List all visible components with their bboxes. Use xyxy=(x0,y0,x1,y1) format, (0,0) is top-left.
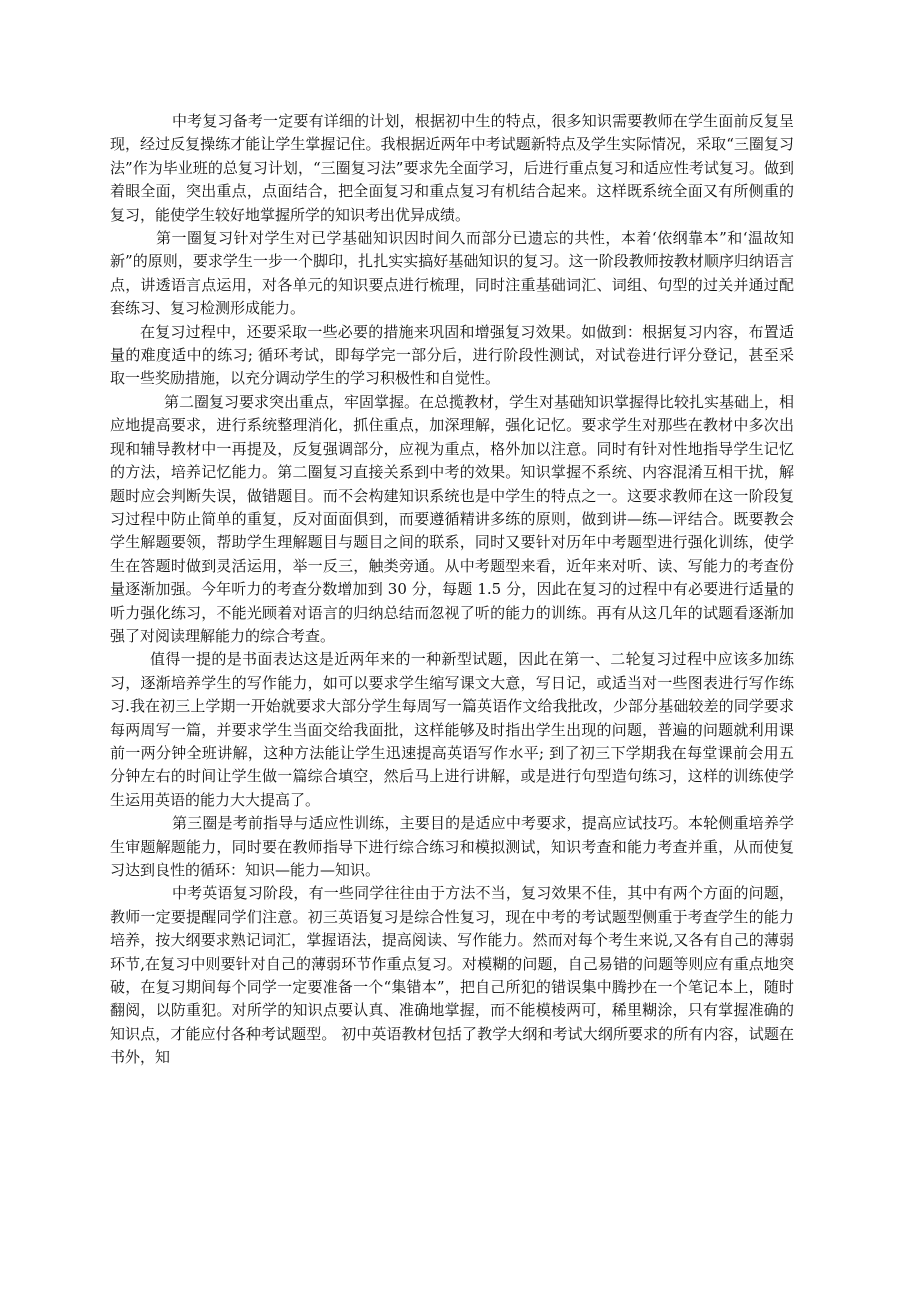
paragraph-first-round: 第一圈复习针对学生对已学基础知识因时间久而部分已遗忘的共性，本着‘依纲靠本”和‘温故知新”的原则，要求学生一步一个脚印，扎扎实实搞好基础知识的复习。这一阶段教师按教材顺序归纳语言点，讲透语言点运用，对各单元的知识要点进行梳理，同时注重基础词汇、词组、句型的过关并通过配套练习、复习检测形成能力。 xyxy=(110,229,794,318)
paragraph-second-round: 第二圈复习要求突出重点，牢固掌握。在总揽教材，学生对基础知识掌握得比较扎实基础上，相应地提高要求，进行系统整理消化，抓住重点，加深理解，强化记忆。要求学生对那些在教材中多次出现和辅导教材中一再提及，反复强调部分，应视为重点，格外加以注意。同时有针对性地指导学生记忆的方法，培养记忆能力。第二圈复习直接关系到中考的效果。知识掌握不系统、内容混淆互相干扰，解题时应会判断失误，做错题目。而不会构建知识系统也是中学生的特点之一。这要求教师在这一阶段复习过程中防止简单的重复，反对面面俱到，而要遵循精讲多练的原则，做到讲—练—评结合。既要教会学生解题要领，帮助学生理解题目与题目之间的联系，同时又要针对历年中考题型进行强化训练，使学生在答题时做到灵活运用，举一反三，触类旁通。从中考题型来看，近年来对听、读、写能力的考查份量逐渐加强。今年听力的考查分数增加到 30 分，每题 1.5 分，因此在复习的过程中有必要进行适量的听力强化练习，不能光顾着对语言的归纳总结而忽视了听的能力的训练。再有从这几年的试题看逐渐加强了对阅读理解能力的综合考查。 xyxy=(110,392,795,645)
paragraph-review-measures: 在复习过程中，还要采取一些必要的措施来巩固和增强复习效果。如做到：根据复习内容，布置适量的难度适中的练习; 循环考试，即每学完一部分后，进行阶段性测试，对试卷进行评分登记，甚至采取一些奖励措施，以充分调动学生的学习积极性和自觉性。 xyxy=(110,322,794,388)
paragraph-third-round: 第三圈是考前指导与适应性训练，主要目的是适应中考要求，提高应试技巧。本轮侧重培养学生审题解题能力，同时要在教师指导下进行综合练习和模拟测试，知识考查和能力考查并重，从而使复习达到良性的循环：知识—能力—知识。 xyxy=(110,814,794,879)
paragraph-writing: 值得一提的是书面表达这是近两年来的一种新型试题，因此在第一、二轮复习过程中应该多加练习，逐渐培养学生的写作能力，如可以要求学生缩写课文大意，写日记，或适当对一些图表进行写作练习.我在初三上学期一开始就要求大部分学生每周写一篇英语作文给我批改，少部分基础较差的同学要求每两周写一篇，并要求学生当面交给我面批，这样能够及时指出学生出现的问题，普遍的问题就利用课前一两分钟全班讲解，这种方法能让学生迅速提高英语写作水平; 到了初三下学期我在每堂课前会用五分钟左右的时间让学生做一篇综合填空，然后马上进行讲解，或是进行句型造句练习，这样的训练使学生运用英语的能力大大提高了。 xyxy=(110,650,794,809)
document-body xyxy=(110,110,794,1070)
paragraph-review-stage: 中考英语复习阶段，有一些同学往往由于方法不当，复习效果不佳，其中有两个方面的问题，教师一定要提醒同学们注意。初三英语复习是综合性复习，现在中考的考试题型侧重于考查学生的能力培养，按大纲要求熟记词汇，掌握语法，提高阅读、写作能力。然而对每个考生来说,又各有自己的薄弱环节,在复习中则要针对自己的薄弱环节作重点复习。对模糊的问题，自己易错的问题等则应有重点地突破，在复习期间每个同学一定要准备一个“集错本”，把自己所犯的错误集中腾抄在一个笔记本上，随时翻阅，以防重犯。对所学的知识点要认真、准确地掌握，而不能模棱两可，稀里糊涂，只有掌握准确的知识点，才能应付各种考试题型。 初中英语教材包括了教学大纲和考试大纲所要求的所有内容，试题在书外，知 xyxy=(110,884,794,1067)
paragraph-intro: 中考复习备考一定要有详细的计划，根据初中生的特点，很多知识需要教师在学生面前反复呈现，经过反复操练才能让学生掌握记住。我根据近两年中考试题新特点及学生实际情况，采取“三圈复习法”作为毕业班的总复习计划，“三圈复习法”要求先全面学习，后进行重点复习和适应性考试复习。做到着眼全面，突出重点，点面结合，把全面复习和重点复习有机结合起来。这样既系统全面又有所侧重的复习，能使学生较好地掌握所学的知识考出优异成绩。 xyxy=(110,112,794,224)
